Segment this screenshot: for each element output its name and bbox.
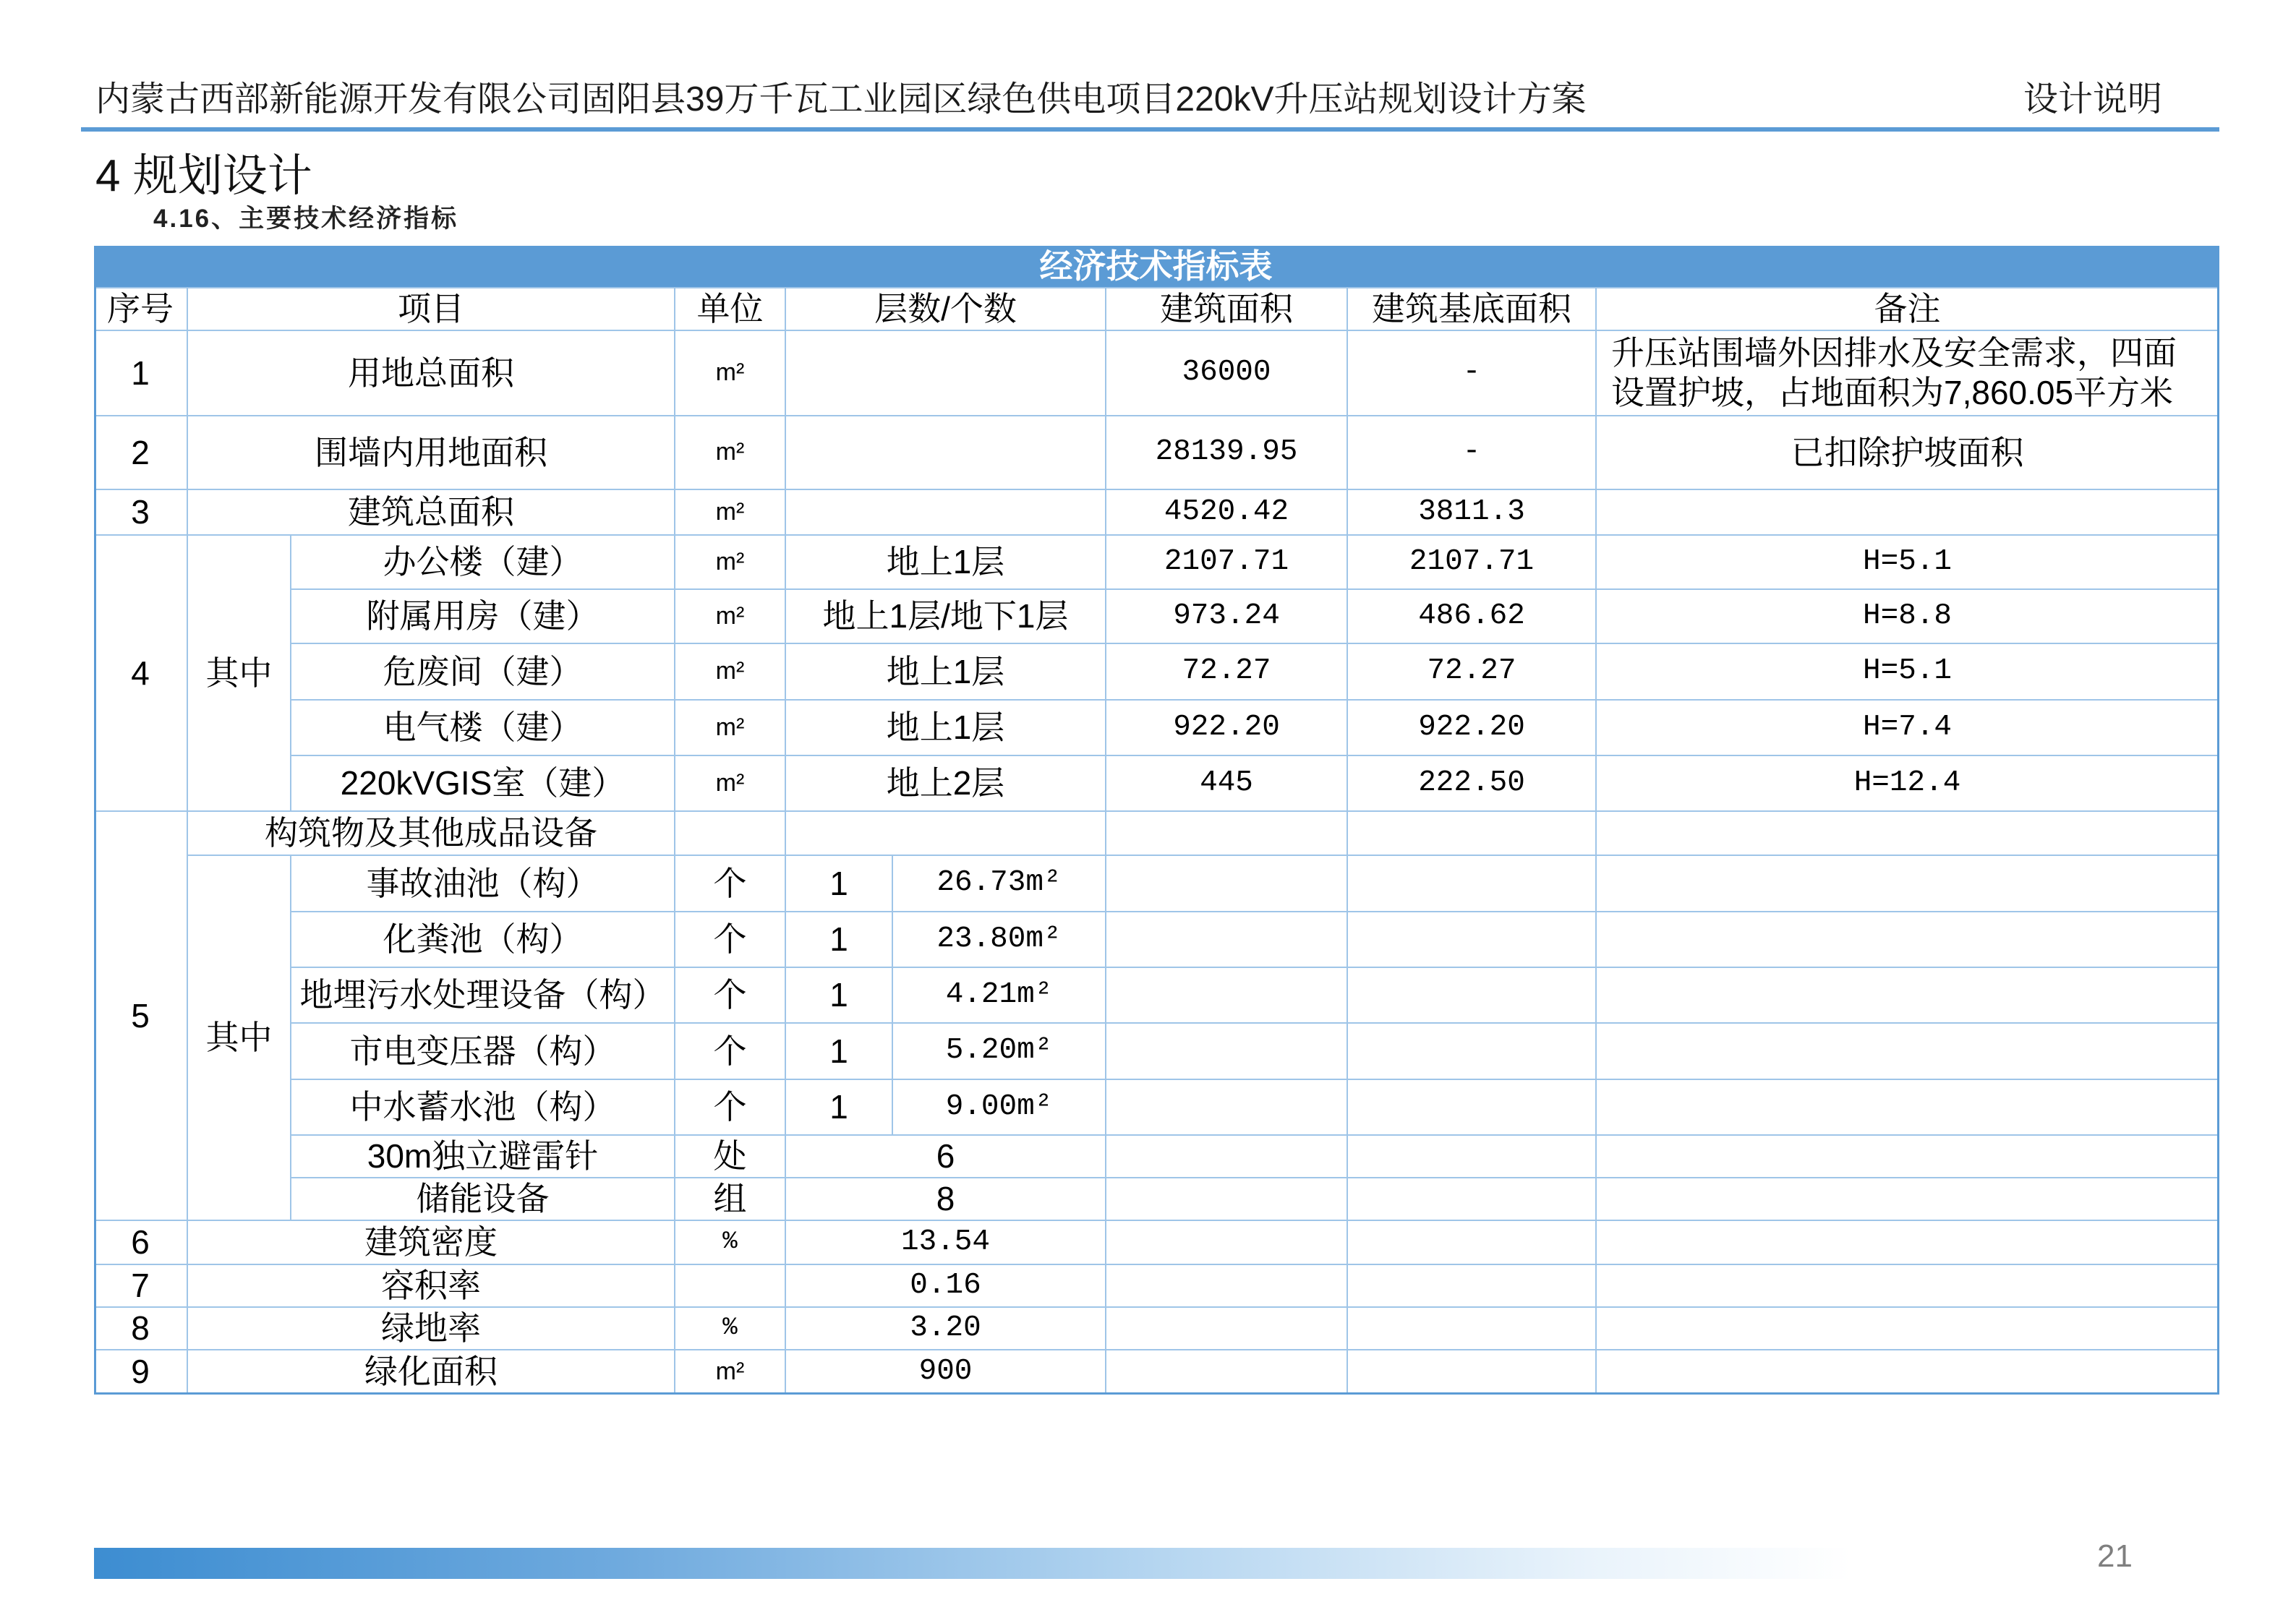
column-header-unit: 单位: [675, 288, 786, 331]
column-header-remark: 备注: [1597, 288, 2219, 331]
count-cell: 1: [786, 968, 893, 1024]
item-name: 建筑密度: [188, 1221, 675, 1265]
sub-item-name: 办公楼（建）: [291, 536, 675, 590]
count-cell: 6: [786, 1136, 1106, 1178]
empty-cell: [1597, 1265, 2219, 1308]
empty-cell: [1106, 1080, 1348, 1136]
area-cell: 4520.42: [1106, 490, 1348, 536]
empty-cell: [1348, 1136, 1597, 1178]
row-number: 2: [94, 416, 188, 490]
size-cell: 4.21m²: [893, 968, 1106, 1024]
economic-indicator-table: [94, 246, 2219, 1395]
area-cell: 922.20: [1106, 701, 1348, 756]
unit-cell: 个: [675, 1024, 786, 1080]
remark-cell: 已扣除护坡面积: [1597, 416, 2219, 490]
base-area-cell: 2107.71: [1348, 536, 1597, 590]
item-name: 绿化面积: [188, 1350, 675, 1395]
unit-cell: m²: [675, 644, 786, 701]
size-cell: 26.73m²: [893, 856, 1106, 912]
floors-cell: 地上1层: [786, 536, 1106, 590]
table-title: 经济技术指标表: [94, 246, 2219, 288]
count-cell: 8: [786, 1178, 1106, 1221]
sub-item-name: 储能设备: [291, 1178, 675, 1221]
remark-cell: H=5.1: [1597, 536, 2219, 590]
empty-cell: [1597, 490, 2219, 536]
value-cell: 900: [786, 1350, 1106, 1395]
empty-cell: [1348, 1350, 1597, 1395]
unit-cell: m²: [675, 590, 786, 644]
empty-cell: [1597, 1221, 2219, 1265]
empty-cell: [1348, 1308, 1597, 1350]
sub-item-name: 30m独立避雷针: [291, 1136, 675, 1178]
empty-cell: [1348, 1221, 1597, 1265]
unit-cell: m²: [675, 756, 786, 812]
unit-cell: 个: [675, 968, 786, 1024]
count-cell: 1: [786, 1024, 893, 1080]
empty-cell: [786, 331, 1106, 416]
empty-cell: [1348, 1080, 1597, 1136]
unit-cell: m²: [675, 490, 786, 536]
floors-cell: 地上1层: [786, 644, 1106, 701]
section-label: 设计说明: [2023, 80, 2163, 119]
remark-line: 升压站围墙外因排水及安全需求，四面: [1611, 333, 2177, 372]
size-cell: 5.20m²: [893, 1024, 1106, 1080]
sub-item-name: 危废间（建）: [291, 644, 675, 701]
unit-cell: m²: [675, 1350, 786, 1395]
column-header-floors: 层数/个数: [786, 288, 1106, 331]
floors-cell: 地上2层: [786, 756, 1106, 812]
count-cell: 1: [786, 1080, 893, 1136]
empty-cell: [1597, 1350, 2219, 1395]
group-label: 其中: [188, 856, 291, 1221]
empty-cell: [1106, 1308, 1348, 1350]
sub-item-name: 中水蓄水池（构）: [291, 1080, 675, 1136]
item-name: 用地总面积: [188, 331, 675, 416]
remark-cell: H=12.4: [1597, 756, 2219, 812]
empty-cell: [1597, 812, 2219, 856]
remark-cell: H=8.8: [1597, 590, 2219, 644]
value-cell: 0.16: [786, 1265, 1106, 1308]
empty-cell: [1106, 1024, 1348, 1080]
base-area-cell: 922.20: [1348, 701, 1597, 756]
empty-cell: [1348, 968, 1597, 1024]
footer-gradient-bar: [94, 1548, 1851, 1579]
row-number: 9: [94, 1350, 188, 1395]
unit-cell: %: [675, 1308, 786, 1350]
empty-cell: [1106, 1265, 1348, 1308]
item-name: 绿地率: [188, 1308, 675, 1350]
empty-cell: [1597, 856, 2219, 912]
empty-cell: [1348, 856, 1597, 912]
item-name: 容积率: [188, 1265, 675, 1308]
empty-cell: [786, 490, 1106, 536]
group-label: 其中: [188, 536, 291, 812]
remark-cell: [1597, 331, 2219, 416]
empty-cell: [675, 1265, 786, 1308]
unit-cell: 个: [675, 856, 786, 912]
unit-cell: 组: [675, 1178, 786, 1221]
document-title: 内蒙古西部新能源开发有限公司固阳县39万千瓦工业园区绿色供电项目220kV升压站规划设计方案: [95, 80, 1587, 119]
value-cell: 13.54: [786, 1221, 1106, 1265]
base-area-cell: 222.50: [1348, 756, 1597, 812]
empty-cell: [1106, 912, 1348, 968]
empty-cell: [1597, 1178, 2219, 1221]
empty-cell: [1106, 1136, 1348, 1178]
remark-cell: H=7.4: [1597, 701, 2219, 756]
size-cell: 9.00m²: [893, 1080, 1106, 1136]
column-header-area: 建筑面积: [1106, 288, 1348, 331]
unit-cell: %: [675, 1221, 786, 1265]
empty-cell: [1597, 1080, 2219, 1136]
empty-cell: [786, 416, 1106, 490]
unit-cell: 个: [675, 912, 786, 968]
unit-cell: 个: [675, 1080, 786, 1136]
empty-cell: [786, 812, 1106, 856]
area-cell: 28139.95: [1106, 416, 1348, 490]
remark-cell: H=5.1: [1597, 644, 2219, 701]
empty-cell: [1348, 1265, 1597, 1308]
column-header-base-area: 建筑基底面积: [1348, 288, 1597, 331]
area-cell: 2107.71: [1106, 536, 1348, 590]
row-number: 8: [94, 1308, 188, 1350]
area-cell: 973.24: [1106, 590, 1348, 644]
row-number: 3: [94, 490, 188, 536]
sub-item-name: 附属用房（建）: [291, 590, 675, 644]
row-number: 4: [94, 536, 188, 812]
base-area-cell: 72.27: [1348, 644, 1597, 701]
item-name: 围墙内用地面积: [188, 416, 675, 490]
floors-cell: 地上1层/地下1层: [786, 590, 1106, 644]
sub-item-name: 220kVGIS室（建）: [291, 756, 675, 812]
empty-cell: [1597, 1308, 2219, 1350]
unit-cell: m²: [675, 701, 786, 756]
empty-cell: [1597, 968, 2219, 1024]
area-cell: 445: [1106, 756, 1348, 812]
empty-cell: [1348, 912, 1597, 968]
empty-cell: [1106, 856, 1348, 912]
remark-line: 设置护坡，占地面积为7,860.05平方米: [1611, 374, 2174, 411]
base-area-cell: -: [1348, 331, 1597, 416]
empty-cell: [1597, 1024, 2219, 1080]
count-cell: 1: [786, 856, 893, 912]
unit-cell: m²: [675, 536, 786, 590]
empty-cell: [1106, 968, 1348, 1024]
empty-cell: [1597, 1136, 2219, 1178]
header-rule: [81, 127, 2219, 132]
unit-cell: m²: [675, 331, 786, 416]
empty-cell: [1348, 1024, 1597, 1080]
base-area-cell: 3811.3: [1348, 490, 1597, 536]
value-cell: 3.20: [786, 1308, 1106, 1350]
row-number: 1: [94, 331, 188, 416]
column-header-item: 项目: [188, 288, 675, 331]
area-cell: 36000: [1106, 331, 1348, 416]
empty-cell: [1106, 812, 1348, 856]
floors-cell: 地上1层: [786, 701, 1106, 756]
size-cell: 23.80m²: [893, 912, 1106, 968]
empty-cell: [1106, 1221, 1348, 1265]
row-number: 5: [94, 812, 188, 1221]
sub-item-name: 化粪池（构）: [291, 912, 675, 968]
empty-cell: [675, 812, 786, 856]
count-cell: 1: [786, 912, 893, 968]
column-header-no: 序号: [94, 288, 188, 331]
empty-cell: [1348, 812, 1597, 856]
unit-cell: m²: [675, 416, 786, 490]
base-area-cell: -: [1348, 416, 1597, 490]
row-number: 6: [94, 1221, 188, 1265]
empty-cell: [1106, 1178, 1348, 1221]
unit-cell: 处: [675, 1136, 786, 1178]
area-cell: 72.27: [1106, 644, 1348, 701]
item-name: 建筑总面积: [188, 490, 675, 536]
empty-cell: [1348, 1178, 1597, 1221]
sub-item-name: 市电变压器（构）: [291, 1024, 675, 1080]
section-subtitle: 4.16、主要技术经济指标: [153, 205, 459, 233]
sub-item-name: 事故油池（构）: [291, 856, 675, 912]
sub-item-name: 电气楼（建）: [291, 701, 675, 756]
empty-cell: [1597, 912, 2219, 968]
item-name: 构筑物及其他成品设备: [188, 812, 675, 856]
chapter-title: 4 规划设计: [95, 151, 312, 201]
page-number: 21: [2097, 1538, 2133, 1574]
row-number: 7: [94, 1265, 188, 1308]
empty-cell: [1106, 1350, 1348, 1395]
base-area-cell: 486.62: [1348, 590, 1597, 644]
sub-item-name: 地埋污水处理设备（构）: [291, 968, 675, 1024]
